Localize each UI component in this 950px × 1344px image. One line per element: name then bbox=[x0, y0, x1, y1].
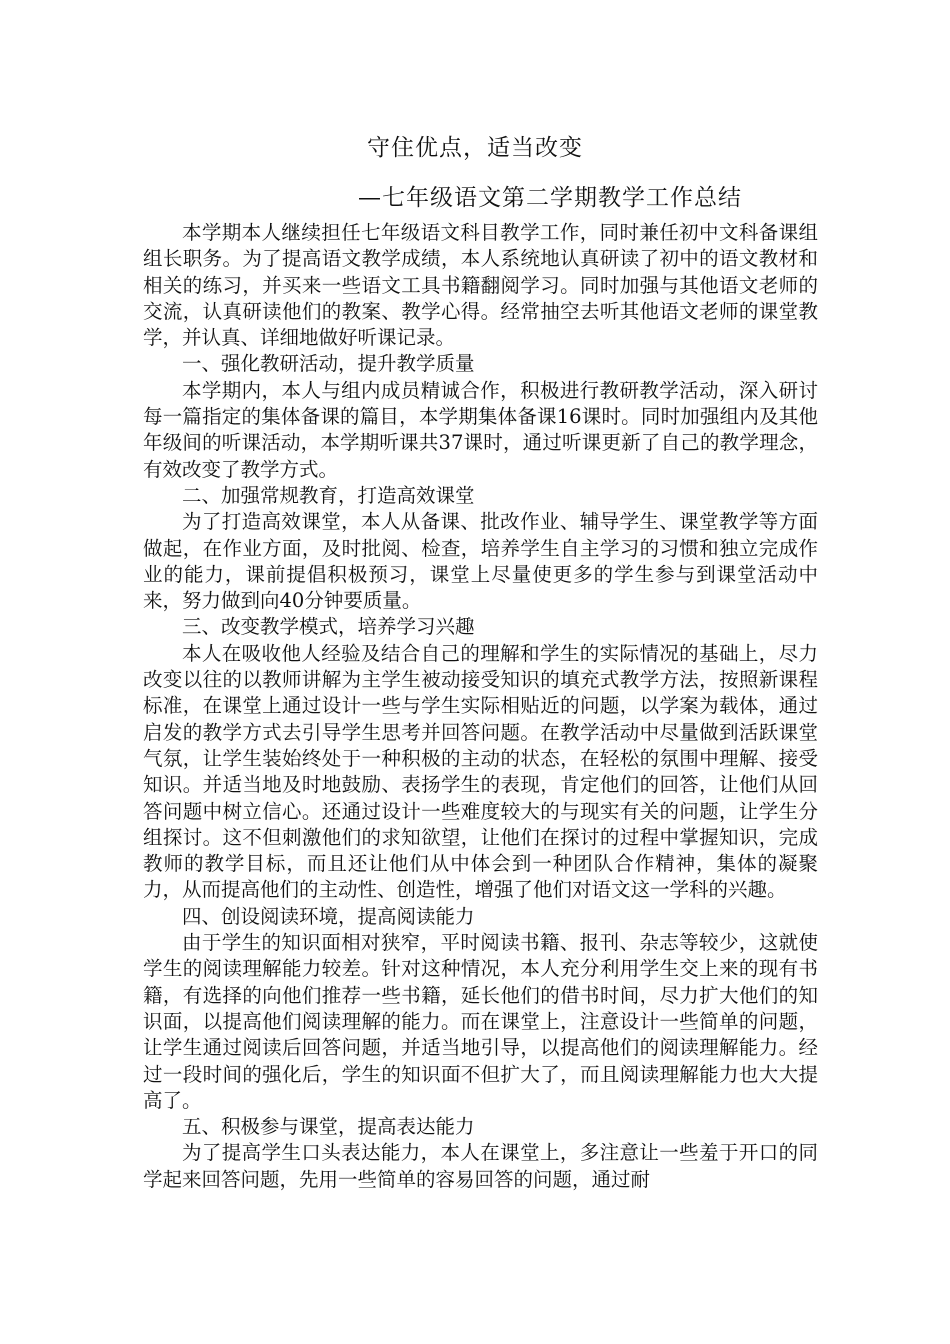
section-paragraph-1: 本学期内，本人与组内成员精诚合作，积极进行教研教学活动，深入研讨每一篇指定的集体备课的篇目，本学期集体备课16课时。同时加强组内及其他年级间的听课活动，本学期听课共37课时，通过听课更新了自己的教学理念，有效改变了教学方式。 bbox=[143, 378, 818, 481]
section-paragraph-5: 为了提高学生口头表达能力，本人在课堂上，多注意让一些羞于开口的同学起来回答问题，先用一些简单的容易回答的问题，通过耐 bbox=[143, 1141, 818, 1191]
section-heading-3: 三、改变教学模式，培养学习兴趣 bbox=[182, 615, 475, 639]
section-paragraph-3: 本人在吸收他人经验及结合自己的理解和学生的实际情况的基础上，尽力改变以往的以教师讲解为主学生被动接受知识的填充式教学方法，按照新课程标准，在课堂上通过设计一些与学生实际相贴近的问题，以学案为载体，通过启发的教学方式去引导学生思考并回答问题。在教学活动中尽量做到活跃课堂气氛，让学生装始终处于一种积极的主动的状态，在轻松的氛围中理解、接受知识。并适当地及时地鼓励、表扬学生的表现，肯定他们的回答，让他们从回答问题中树立信心。还通过设计一些难度较大的与现实有关的问题，让学生分组探讨。这不但刺激他们的求知欲望，让他们在探讨的过程中掌握知识，完成教师的教学目标，而且还让他们从中体会到一种团队合作精神，集体的凝聚力，从而提高他们的主动性、创造性，增强了他们对语文这一学科的兴趣。 bbox=[143, 641, 818, 902]
document-body bbox=[143, 220, 818, 1193]
document-subtitle: —七年级语文第二学期教学工作总结 bbox=[358, 185, 742, 211]
document-title: 守住优点，适当改变 bbox=[367, 135, 583, 161]
section-paragraph-4: 由于学生的知识面相对狭窄，平时阅读书籍、报刊、杂志等较少，这就使学生的阅读理解能力较差。针对这种情况，本人充分利用学生交上来的现有书籍，有选择的向他们推荐一些书籍，延长他们的借书时间，尽力扩大他们的知识面，以提高他们阅读理解的能力。而在课堂上，注意设计一些简单的问题，让学生通过阅读后回答问题，并适当地引导，以提高他们的阅读理解能力。经过一段时间的强化后，学生的知识面不但扩大了，而且阅读理解能力也大大提高了。 bbox=[143, 931, 818, 1112]
section-heading-4: 四、创设阅读环境，提高阅读能力 bbox=[182, 904, 475, 928]
section-heading-2: 二、加强常规教育，打造高效课堂 bbox=[182, 483, 475, 507]
section-heading-5: 五、积极参与课堂，提高表达能力 bbox=[182, 1115, 475, 1139]
intro-paragraph: 本学期本人继续担任七年级语文科目教学工作，同时兼任初中文科备课组组长职务。为了提高语文教学成绩，本人系统地认真研读了初中的语文教材和相关的练习，并买来一些语文工具书籍翻阅学习。同时加强与其他语文老师的交流，认真研读他们的教案、教学心得。经常抽空去听其他语文老师的课堂教学，并认真、详细地做好听课记录。 bbox=[143, 221, 818, 350]
section-paragraph-2: 为了打造高效课堂，本人从备课、批改作业、辅导学生、课堂教学等方面做起，在作业方面，及时批阅、检查，培养学生自主学习的习惯和独立完成作业的能力，课前提倡积极预习，课堂上尽量使更多的学生参与到课堂活动中来，努力做到向40分钟要质量。 bbox=[143, 510, 818, 613]
section-heading-1: 一、强化教研活动，提升教学质量 bbox=[182, 352, 475, 376]
